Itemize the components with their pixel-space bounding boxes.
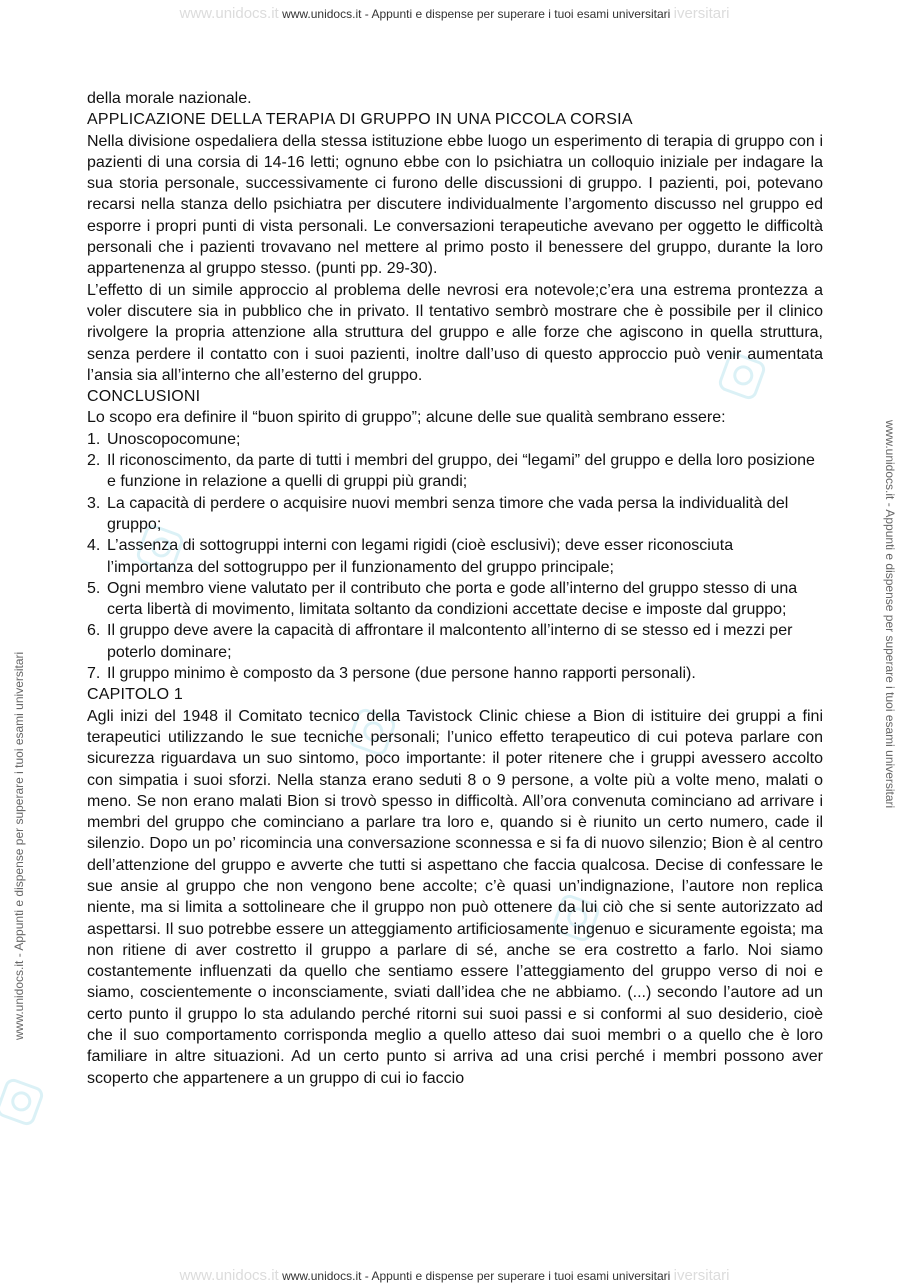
paragraph-2: L’effetto di un simile approccio al problema delle nevrosi era notevole;c’era una estrema prontezza a voler discutere sia in pubblico che in privato. Il tentativo sembrò mostrare che è possibile per il clinico rivolgere la propria attenzione alla struttura del gruppo e alle forze che agiscono in quella struttura, senza perdere il contatto con i suoi pazienti, inoltre dall’uso di questo approccio può venir aumentata l’ansia sia all’interno che all’esterno del gruppo. — [87, 281, 823, 384]
list-item — [87, 429, 823, 450]
footer-ghost-left: www.unidocs.it — [179, 1267, 279, 1284]
list-item-text: Unoscopocomune; — [107, 430, 241, 448]
list-item-number: 3. — [87, 494, 101, 512]
list-item-text: Il gruppo deve avere la capacità di affrontare il malcontento all’interno di se stesso ed i mezzi per poterlo dominare; — [107, 622, 793, 661]
qualities-list — [87, 429, 823, 685]
footer-watermark — [0, 1267, 909, 1284]
list-item-number: 4. — [87, 537, 101, 555]
left-side-watermark: www.unidocs.it - Appunti e dispense per superare i tuoi esami universitari — [12, 651, 26, 1040]
list-item-number: 2. — [87, 452, 101, 470]
paragraph-4: Agli inizi del 1948 il Comitato tecnico della Tavistock Clinic chiese a Bion di istituire dei gruppi a fini terapeutici utilizzando le sue tecniche personali; l’unico effetto terapeutico di cui poteva parlare con sicurezza riguardava un suo sintomo, poco importante: il poter ritenere che i gruppi avessero accolto con simpatia i suoi sforzi. Nella stanza erano seduti 8 o 9 persone, a volte più a volte meno, malati o meno. Se non erano malati Bion si trovò spesso in difficoltà. All’ora convenuta cominciano ad arrivare i membri del gruppo che cominciano a parlare tra loro e, quando si è riunito un certo numero, cade il silenzio. Dopo un po’ ricomincia una conversazione sconnessa e si fa di nuovo silenzio; Bion è al centro dell’attenzione del gruppo e avverte che tutti si aspettano che faccia qualcosa. Decise di confessare le sue ansie al gruppo che non vengono bene accolte; c’è quasi un’indignazione, l’autore non replica niente, ma si limita a sottolineare che il gruppo non può ottenere da lui ciò che si sente autorizzato ad aspettarsi. Il suo potrebbe essere un atteggiamento artificiosamente ingenuo e sicuramente egoista; ma non ritiene di aver costretto il gruppo a parlare di sé, anche se era costretto a farlo. Noi siamo costantemente influenzati da quello che sentiamo essere l’atteggiamento del gruppo verso di noi e siamo, coscientemente o inconsciamente, sviati dall’idea che ne abbiamo. (...) secondo l’autore ad un certo punto il gruppo lo sta adulando perché ritorni sui suoi passi e si conformi al suo desiderio, cioè che il suo comportamento corrisponda meglio a quello atteso dai suoi membri o a quello che è loro familiare in altre situazioni. Ad un certo punto si arriva ad una crisi perché i membri possono aver scoperto che appartenere a un gruppo di cui io faccio — [87, 707, 823, 1087]
list-item-text: Il riconoscimento, da parte di tutti i membri del gruppo, dei “legami” del gruppo e della loro posizione e funzione in relazione a quelli di gruppi più grandi; — [107, 452, 815, 491]
footer-watermark-text: www.unidocs.it - Appunti e dispense per superare i tuoi esami universitari — [282, 1269, 671, 1283]
list-item — [87, 535, 823, 578]
paragraph-3: Lo scopo era definire il “buon spirito di gruppo”; alcune delle sue qualità sembrano essere: — [87, 409, 726, 427]
list-item — [87, 493, 823, 536]
list-item — [87, 663, 823, 684]
paragraph-1: Nella divisione ospedaliera della stessa istituzione ebbe luogo un esperimento di terapia di gruppo con i pazienti di una corsia di 14-16 letti; ognuno ebbe con lo psichiatra un colloquio iniziale per indagare la sua storia personale, successivamente ci furono delle discussioni di gruppo. I pazienti, poi, potevano recarsi nella stanza dello psichiatra per discutere individualmente l’argomento discusso nel gruppo ed esporre i propri punti di vista personali. Le conversazioni terapeutiche avevano per oggetto le difficoltà personali che i pazienti trovavano nel mettere al primo posto il benessere del gruppo, durante la loro appartenenza al gruppo stesso. (punti pp. 29-30). — [87, 132, 823, 278]
list-item-text: Il gruppo minimo è composto da 3 persone (due persone hanno rapporti personali). — [107, 665, 696, 683]
list-item-text: La capacità di perdere o acquisire nuovi membri senza timore che vada persa la individualità del gruppo; — [107, 494, 789, 533]
header-ghost-left: www.unidocs.it — [179, 5, 279, 22]
footer-ghost-right: iversitari — [673, 1267, 730, 1284]
list-item-number: 1. — [87, 430, 101, 448]
list-item-number: 6. — [87, 622, 101, 640]
list-item — [87, 578, 823, 621]
intro-line: della morale nazionale. — [87, 90, 252, 107]
list-item-text: L’assenza di sottogruppi interni con legami rigidi (cioè esclusivi); deve esser riconosciuta l’importanza del sottogruppo per il funzionamento del gruppo principale; — [107, 537, 734, 576]
header-watermark-text: www.unidocs.it - Appunti e dispense per superare i tuoi esami universitari — [282, 7, 671, 21]
list-item — [87, 620, 823, 663]
list-item-number: 7. — [87, 665, 101, 683]
section-heading-capitolo-1: CAPITOLO 1 — [87, 686, 183, 704]
unidocs-logo-icon — [0, 1076, 46, 1127]
header-watermark — [0, 5, 909, 22]
list-item-number: 5. — [87, 579, 101, 597]
document-body — [87, 88, 823, 1089]
list-item — [87, 450, 823, 493]
header-ghost-right: iversitari — [673, 5, 730, 22]
section-heading-applicazione: APPLICAZIONE DELLA TERAPIA DI GRUPPO IN UNA PICCOLA CORSIA — [87, 111, 633, 129]
list-item-text: Ogni membro viene valutato per il contributo che porta e gode all’interno del gruppo stesso di una certa libertà di movimento, limitata soltanto da condizioni accettate decise e imposte dal gruppo; — [107, 579, 798, 619]
right-side-watermark: www.unidocs.it - Appunti e dispense per superare i tuoi esami universitari — [883, 420, 897, 809]
section-heading-conclusioni: CONCLUSIONI — [87, 388, 201, 406]
